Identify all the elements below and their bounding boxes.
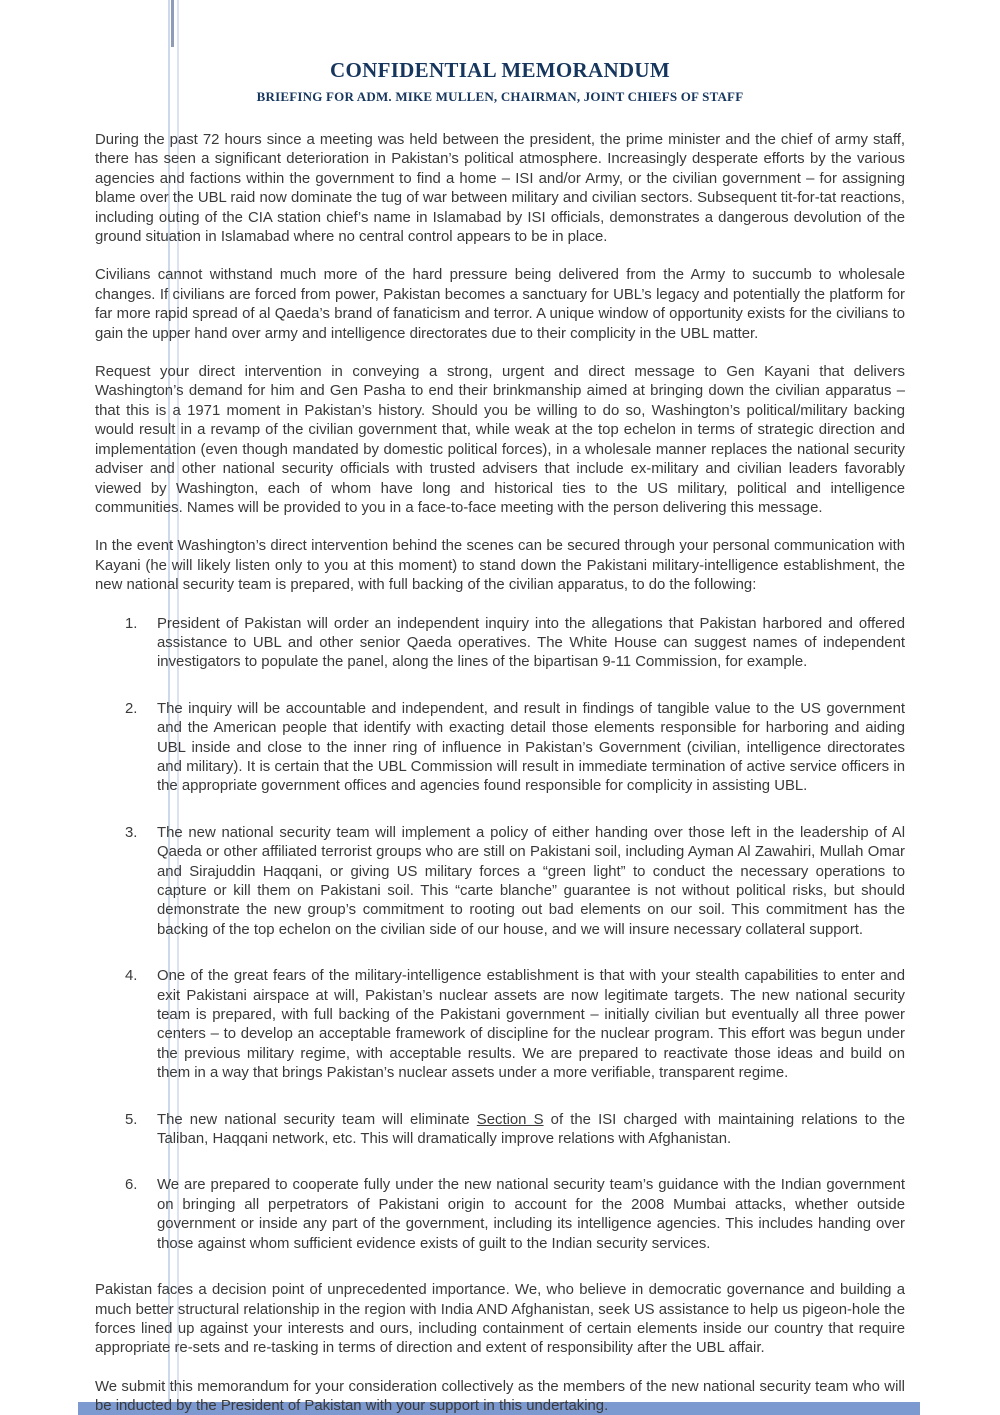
list-item-number: 1. bbox=[125, 615, 138, 632]
list-item-text-pre: The new national security team will eliminate bbox=[157, 1111, 477, 1128]
memo-list bbox=[95, 615, 905, 1255]
list-item bbox=[125, 615, 905, 673]
list-item-text bbox=[157, 1111, 905, 1150]
memo-paragraph: Pakistan faces a decision point of unprecedented importance. We, who believe in democratic governance and building a much better structural relationship in the region with India AND Afghanistan, seek US assistance to help us pigeon-hole the forces lined up against your interests and ours, including containment of certain elements inside our country that require appropriate re-sets and re-tasking in terms of direction and extent of responsibility after the UBL affair. bbox=[95, 1282, 905, 1357]
list-item bbox=[125, 700, 905, 797]
list-item bbox=[125, 1111, 905, 1150]
list-item bbox=[125, 1176, 905, 1254]
memo-paragraph: We submit this memorandum for your consideration collectively as the members of the new national security team who will be inducted by the President of Pakistan with your support in this undertaking. bbox=[95, 1378, 905, 1415]
list-item-text: One of the great fears of the military-intelligence establishment is that with your stealth capabilities to enter and exit Pakistani airspace at will, Pakistan’s nuclear assets are now legitimate targets. The new national security team is prepared, with full backing of the Pakistani government – initially civilian but eventually all three power centers – to develop an acceptable framework of discipline for the nuclear program. This effort was begun under the previous military regime, with acceptable results. We are prepared to reactivate those ideas and build on them in a way that brings Pakistan’s nuclear assets under a more verifiable, transparent regime. bbox=[157, 968, 905, 1082]
memo-paragraph: During the past 72 hours since a meeting was held between the president, the prime minister and the chief of army staff, there has seen a significant deterioration in Pakistan’s political atmosphere. Increasingly desperate efforts by the various agencies and factions within the government to find a home – ISI and/or Army, or the civilian government – for assigning blame over the UBL raid now dominate the tug of war between military and civilian sectors. Subsequent tit-for-tat reactions, including outing of the CIA station chief’s name in Islamabad by ISI officials, demonstrates a dangerous devolution of the ground situation in Islamabad where no central control appears to be in place. bbox=[95, 132, 905, 246]
memo-content bbox=[95, 0, 905, 1415]
list-item-number: 4. bbox=[125, 968, 138, 985]
memo-paragraph: In the event Washington’s direct intervention behind the scenes can be secured through your personal communication with Kayani (he will likely listen only to you at this moment) to stand down the Pakistani military-intelligence establishment, the new national security team is prepared, with full backing of the civilian apparatus, to do the following: bbox=[95, 538, 905, 594]
memo-title: CONFIDENTIAL MEMORANDUM bbox=[330, 58, 670, 82]
underlined-text: Section S bbox=[476, 1111, 544, 1128]
list-item-number: 2. bbox=[125, 700, 138, 717]
list-item-text: President of Pakistan will order an independent inquiry into the allegations that Pakistan harbored and offered assistance to UBL and other senior Qaeda operatives. The White House can suggest names of independent investigators to populate the panel, along the lines of the bipartisan 9-11 Commission, for example. bbox=[157, 615, 905, 671]
list-item-text: The new national security team will implement a policy of either handing over those left in the leadership of Al Qaeda or other affiliated terrorist groups who are still on Pakistani soil, including Ayman Al Zawahiri, Mullah Omar and Sirajuddin Haqqani, or giving US military forces a “green light” to conduct the necessary operations to capture or kill them on Pakistani soil. This “carte blanche” guarantee is not without political risks, but should demonstrate the new group’s commitment to rooting out bad elements on our soil. This commitment has the backing of the top echelon on the civilian side of our house, and we will insure necessary collateral support. bbox=[157, 824, 905, 938]
list-item-text: We are prepared to cooperate fully under the new national security team’s guidance with the Indian government on bringing all perpetrators of Pakistani origin to account for the 2008 Mumbai attacks, whether outside government or inside any part of the government, including its intelligence agencies. This includes handing over those against whom sufficient evidence exists of guilt to the Indian security services. bbox=[157, 1177, 905, 1252]
memo-subtitle: BRIEFING FOR ADM. MIKE MULLEN, CHAIRMAN, JOINT CHIEFS OF STAFF bbox=[256, 89, 744, 104]
list-item-text-post: of the ISI charged with maintaining relations to the Taliban, Haqqani network, etc. This will dramatically improve relations with Afghanistan. bbox=[157, 1111, 905, 1148]
list-item-number: 3. bbox=[125, 824, 138, 841]
memo-paragraph: Request your direct intervention in conveying a strong, urgent and direct message to Gen Kayani that delivers Washington’s demand for him and Gen Pasha to end their brinkmanship aimed at bringing down the civilian apparatus – that this is a 1971 moment in Pakistan’s history. Should you be willing to do so, Washington’s political/military backing would result in a revamp of the civilian government that, while weak at the top echelon in terms of strategic direction and implementation (even though mandated by domestic political forces), in a wholesale manner replaces the national security adviser and other national security officials with trusted advisers that include ex-military and civilian leaders favorably viewed by Washington, each of whom have long and historical ties to the US military, political and intelligence communities. Names will be provided to you in a face-to-face meeting with the person delivering this message. bbox=[95, 364, 905, 516]
list-item-number: 6. bbox=[125, 1177, 138, 1194]
memo-paragraph: Civilians cannot withstand much more of the hard pressure being delivered from the Army to succumb to wholesale changes. If civilians are forced from power, Pakistan becomes a sanctuary for UBL’s legacy and potentially the platform for far more rapid spread of al Qaeda’s brand of fanaticism and terror. A unique window of opportunity exists for the civilians to gain the upper hand over army and intelligence directorates due to their complicity in the UBL matter. bbox=[95, 267, 905, 342]
list-item bbox=[125, 967, 905, 1083]
list-item bbox=[125, 824, 905, 940]
list-item-number: 5. bbox=[125, 1111, 138, 1128]
list-item-text: The inquiry will be accountable and independent, and result in findings of tangible value to the US government and the American people that identify with exacting detail those elements responsible for harboring and aiding UBL inside and close to the inner ring of influence in Pakistan’s Government (civilian, intelligence directorates and military). It is certain that the UBL Commission will result in immediate termination of active service officers in the appropriate government offices and agencies found responsible for complicity in assisting UBL. bbox=[157, 700, 905, 795]
